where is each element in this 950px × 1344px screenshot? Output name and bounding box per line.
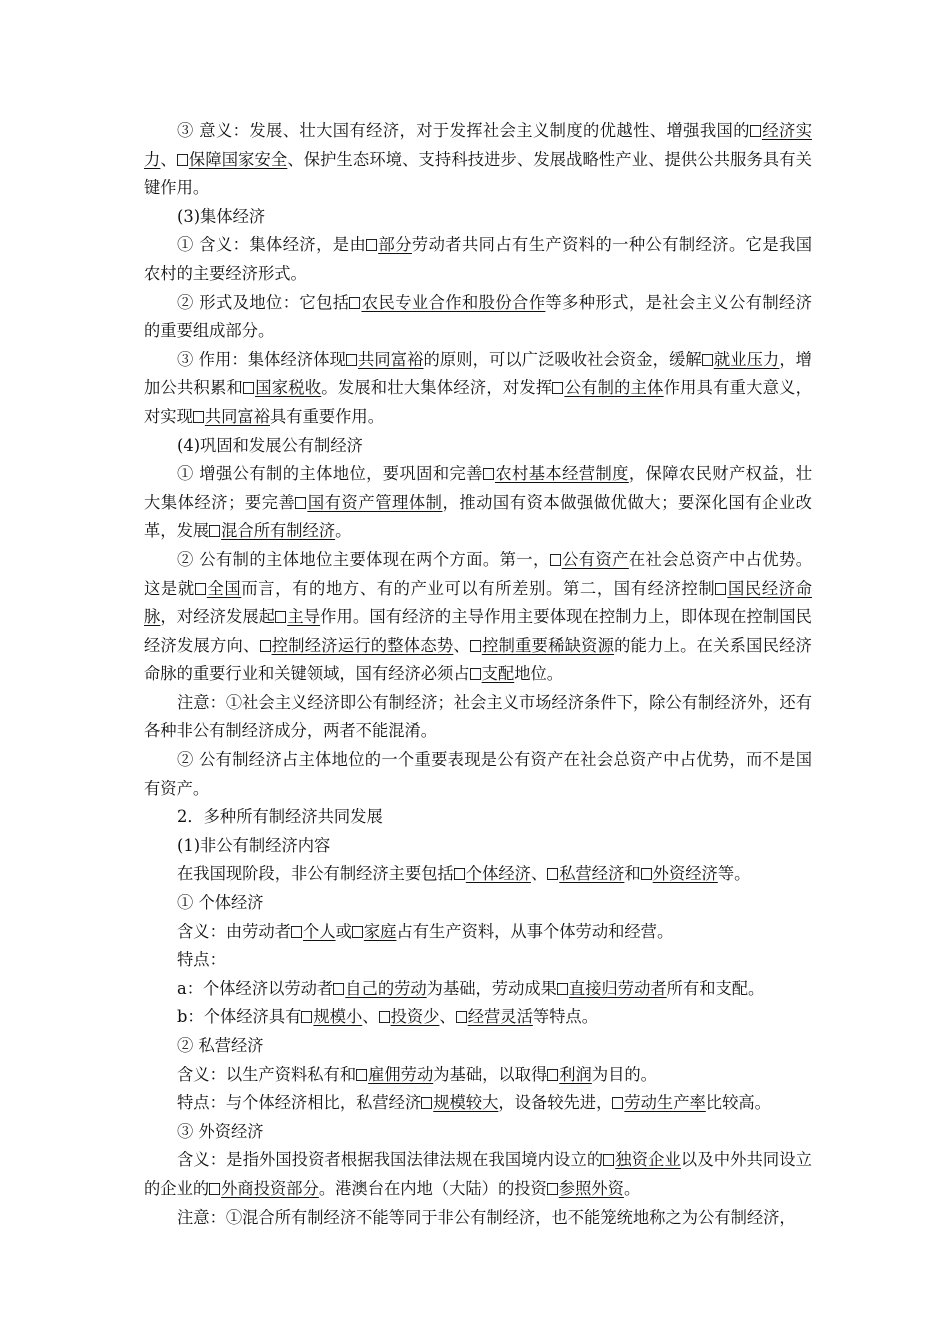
answer-box-icon xyxy=(702,354,713,366)
paragraph xyxy=(144,460,812,546)
fill-in-answer: 规模小 xyxy=(313,1007,363,1027)
text-run: ③ 作用：集体经济体现 xyxy=(177,349,346,369)
document-body xyxy=(144,117,812,1232)
paragraph xyxy=(144,1061,812,1090)
answer-box-icon xyxy=(346,354,357,366)
text-run: 。 xyxy=(623,1178,641,1198)
answer-box-icon xyxy=(333,983,344,995)
text-run: 2．多种所有制经济共同发展 xyxy=(177,807,383,827)
text-run: 含义：以生产资料私有和 xyxy=(177,1064,357,1084)
text-run: a：个体经济以劳动者 xyxy=(177,978,334,998)
answer-box-icon xyxy=(260,640,271,652)
answer-box-icon xyxy=(352,926,363,938)
text-run: 作用具有重大意义，对实现 xyxy=(144,378,812,426)
fill-in-answer: 公有制的主体 xyxy=(564,378,664,398)
paragraph xyxy=(144,1146,812,1203)
fill-in-answer: 外商投资部分 xyxy=(221,1178,319,1198)
text-run: ② 形式及地位：它包括 xyxy=(177,292,350,312)
answer-box-icon xyxy=(177,154,188,166)
fill-in-answer: 自己的劳动 xyxy=(345,978,427,998)
fill-in-answer: 控制经济运行的整体态势 xyxy=(271,635,454,655)
paragraph xyxy=(144,117,812,203)
text-run: 的能力上。在关系国民经济命脉的重要行业和关键领域，国有经济必须占 xyxy=(144,635,812,684)
answer-box-icon xyxy=(552,382,563,394)
fill-in-answer: 外资经济 xyxy=(652,864,718,884)
fill-in-answer: 经营灵活 xyxy=(467,1007,533,1027)
fill-in-answer: 经济实力 xyxy=(144,121,812,169)
text-run: 注意：①社会主义经济即公有制经济；社会主义市场经济条件下，除公有制经济外，还有各种非公有制经济成分，两者不能混淆。 xyxy=(144,692,812,741)
paragraph xyxy=(144,832,812,861)
text-run: 特点：与个体经济相比，私营经济 xyxy=(177,1093,422,1113)
text-run: ，保障农民财产权益，壮大集体经济；要完善 xyxy=(144,464,812,512)
paragraph xyxy=(144,918,812,947)
fill-in-answer: 直接归劳动者 xyxy=(568,978,667,998)
text-run: 、 xyxy=(362,1007,379,1027)
text-run: 。 xyxy=(335,521,352,541)
text-run: ② 公有制的主体地位主要体现在两个方面。第一， xyxy=(177,549,550,569)
answer-box-icon xyxy=(750,125,761,137)
fill-in-answer: 利润 xyxy=(559,1064,592,1084)
text-run: ，推动国有资本做强做优做大；要深化国有企业改革，发展 xyxy=(144,492,812,541)
answer-box-icon xyxy=(349,297,360,309)
paragraph xyxy=(144,203,812,232)
fill-in-answer: 劳动生产率 xyxy=(624,1093,706,1113)
answer-box-icon xyxy=(470,640,481,652)
text-run: ① 含义：集体经济，是由 xyxy=(177,235,367,255)
text-run: 为目的。 xyxy=(591,1064,657,1084)
answer-box-icon xyxy=(295,497,306,509)
text-run: 。发展和壮大集体经济，对发挥 xyxy=(321,378,553,398)
fill-in-answer: 共同富裕 xyxy=(204,406,270,426)
fill-in-answer: 国有资产管理体制 xyxy=(307,492,443,512)
paragraph xyxy=(144,889,812,918)
answer-box-icon xyxy=(209,1183,220,1195)
text-run: ，设备较先进， xyxy=(498,1093,613,1113)
text-run: ，增加公共积累和 xyxy=(144,349,812,398)
text-run: 、 xyxy=(453,635,470,655)
text-run: 、 xyxy=(530,864,548,884)
answer-box-icon xyxy=(421,1097,432,1109)
text-run: (3)集体经济 xyxy=(177,206,266,226)
fill-in-answer: 个人 xyxy=(302,921,336,941)
fill-in-answer: 参照外资 xyxy=(558,1178,624,1198)
paragraph xyxy=(144,346,812,432)
paragraph xyxy=(144,432,812,461)
fill-in-answer: 投资少 xyxy=(390,1007,440,1027)
text-run: ① 增强公有制的主体地位，要巩固和完善 xyxy=(177,464,483,484)
answer-box-icon xyxy=(454,868,465,880)
paragraph xyxy=(144,546,812,689)
paragraph xyxy=(144,1204,812,1233)
text-run: 为基础，以取得 xyxy=(433,1064,548,1084)
fill-in-answer: 公有资产 xyxy=(561,549,629,569)
text-run: ① 个体经济 xyxy=(177,893,264,913)
text-run: 或 xyxy=(335,921,352,941)
answer-box-icon xyxy=(547,1069,558,1081)
text-run: 所有和支配。 xyxy=(666,978,765,998)
fill-in-answer: 私营经济 xyxy=(559,864,625,884)
text-run: 劳动者共同占有生产资料的一种公有制经济。它是我国农村的主要经济形式。 xyxy=(144,235,812,283)
text-run: 、 xyxy=(439,1007,456,1027)
fill-in-answer: 国民经济命脉 xyxy=(144,578,812,627)
text-run: 、保护生态环境、支持科技进步、发展战略性产业、提供公共服务具有关键作用。 xyxy=(144,149,812,198)
fill-in-answer: 家庭 xyxy=(363,921,397,941)
text-run: 含义：是指外国投资者根据我国法律法规在我国境内设立的 xyxy=(177,1150,604,1170)
text-run: 在我国现阶段，非公有制经济主要包括 xyxy=(177,864,454,884)
text-run: 具有重要作用。 xyxy=(270,406,384,426)
fill-in-answer: 规模较大 xyxy=(433,1093,499,1113)
text-run: 和 xyxy=(624,864,641,884)
text-run: ③ 意义：发展、壮大国有经济，对于发挥社会主义制度的优越性、增强我国的 xyxy=(177,121,750,140)
paragraph xyxy=(144,1089,812,1118)
text-run: 等特点。 xyxy=(532,1007,598,1027)
answer-box-icon xyxy=(275,611,286,623)
text-run: 占有生产资料，从事个体劳动和经营。 xyxy=(396,921,674,941)
text-run: 特点： xyxy=(177,950,226,970)
text-run: ，对经济发展起 xyxy=(160,607,276,627)
answer-box-icon xyxy=(195,583,206,595)
text-run: 含义：由劳动者 xyxy=(177,921,291,941)
answer-box-icon xyxy=(243,382,254,394)
text-run: 以及中外共同设立的企业的 xyxy=(144,1150,812,1198)
answer-box-icon xyxy=(547,868,558,880)
answer-box-icon xyxy=(379,1011,390,1023)
paragraph xyxy=(144,289,812,346)
fill-in-answer: 农民专业合作和股份合作 xyxy=(361,292,546,312)
text-run: 为基础，劳动成果 xyxy=(426,978,557,998)
fill-in-answer: 控制重要稀缺资源 xyxy=(481,635,615,655)
fill-in-answer: 独资企业 xyxy=(615,1150,681,1170)
text-run: 比较高。 xyxy=(705,1093,771,1113)
answer-box-icon xyxy=(291,926,302,938)
answer-box-icon xyxy=(356,1069,367,1081)
fill-in-answer: 全国 xyxy=(206,578,242,598)
text-run: 在社会总资产中占优势。这是就 xyxy=(144,549,812,598)
paragraph xyxy=(144,975,812,1004)
answer-box-icon xyxy=(715,583,726,595)
answer-box-icon xyxy=(301,1011,312,1023)
text-run: ② 公有制经济占主体地位的一个重要表现是公有资产在社会总资产中占优势，而不是国有资产。 xyxy=(144,750,812,798)
text-run: 地位。 xyxy=(514,664,564,684)
fill-in-answer: 保障国家安全 xyxy=(188,149,288,169)
fill-in-answer: 部分 xyxy=(378,235,412,255)
text-run: 作用。国有经济的主导作用主要体现在控制力上，即体现在控制国民经济发展方向、 xyxy=(144,607,812,655)
text-run: 的原则，可以广泛吸收社会资金，缓解 xyxy=(423,349,702,369)
text-run: 。港澳台在内地（大陆）的投资 xyxy=(318,1178,547,1198)
answer-box-icon xyxy=(483,468,494,480)
paragraph xyxy=(144,1003,812,1032)
paragraph xyxy=(144,1118,812,1147)
fill-in-answer: 就业压力 xyxy=(713,349,780,369)
answer-box-icon xyxy=(209,525,220,537)
text-run: 等多种形式，是社会主义公有制经济的重要组成部分。 xyxy=(144,292,812,341)
paragraph xyxy=(144,860,812,889)
text-run: 注意：①混合所有制经济不能等同于非公有制经济，也不能笼统地称之为公有制经济， xyxy=(177,1207,796,1227)
answer-box-icon xyxy=(366,239,377,251)
answer-box-icon xyxy=(550,554,561,566)
fill-in-answer: 雇佣劳动 xyxy=(368,1064,434,1084)
answer-box-icon xyxy=(456,1011,467,1023)
paragraph xyxy=(144,946,812,975)
text-run: b：个体经济具有 xyxy=(177,1007,302,1027)
text-run: 而言，有的地方、有的产业可以有所差别。第二，国有经济控制 xyxy=(241,578,716,598)
paragraph xyxy=(144,689,812,746)
text-run: (4)巩固和发展公有制经济 xyxy=(177,435,363,455)
fill-in-answer: 混合所有制经济 xyxy=(221,521,336,541)
fill-in-answer: 主导 xyxy=(287,607,321,627)
paragraph xyxy=(144,231,812,288)
answer-box-icon xyxy=(641,868,652,880)
fill-in-answer: 农村基本经营制度 xyxy=(494,464,629,484)
fill-in-answer: 共同富裕 xyxy=(357,349,424,369)
fill-in-answer: 支配 xyxy=(481,664,515,684)
fill-in-answer: 个体经济 xyxy=(465,864,531,884)
answer-box-icon xyxy=(470,668,481,680)
answer-box-icon xyxy=(612,1097,623,1109)
paragraph xyxy=(144,1032,812,1061)
text-run: ② 私营经济 xyxy=(177,1036,264,1055)
fill-in-answer: 国家税收 xyxy=(255,378,322,398)
answer-box-icon xyxy=(557,983,568,995)
text-run: 等。 xyxy=(717,864,751,884)
answer-box-icon xyxy=(193,411,204,423)
text-run: ③ 外资经济 xyxy=(177,1121,264,1141)
text-run: 、 xyxy=(160,149,177,169)
text-run: (1)非公有制经济内容 xyxy=(177,835,331,855)
answer-box-icon xyxy=(603,1154,614,1166)
paragraph xyxy=(144,803,812,832)
answer-box-icon xyxy=(547,1183,558,1195)
paragraph xyxy=(144,746,812,803)
